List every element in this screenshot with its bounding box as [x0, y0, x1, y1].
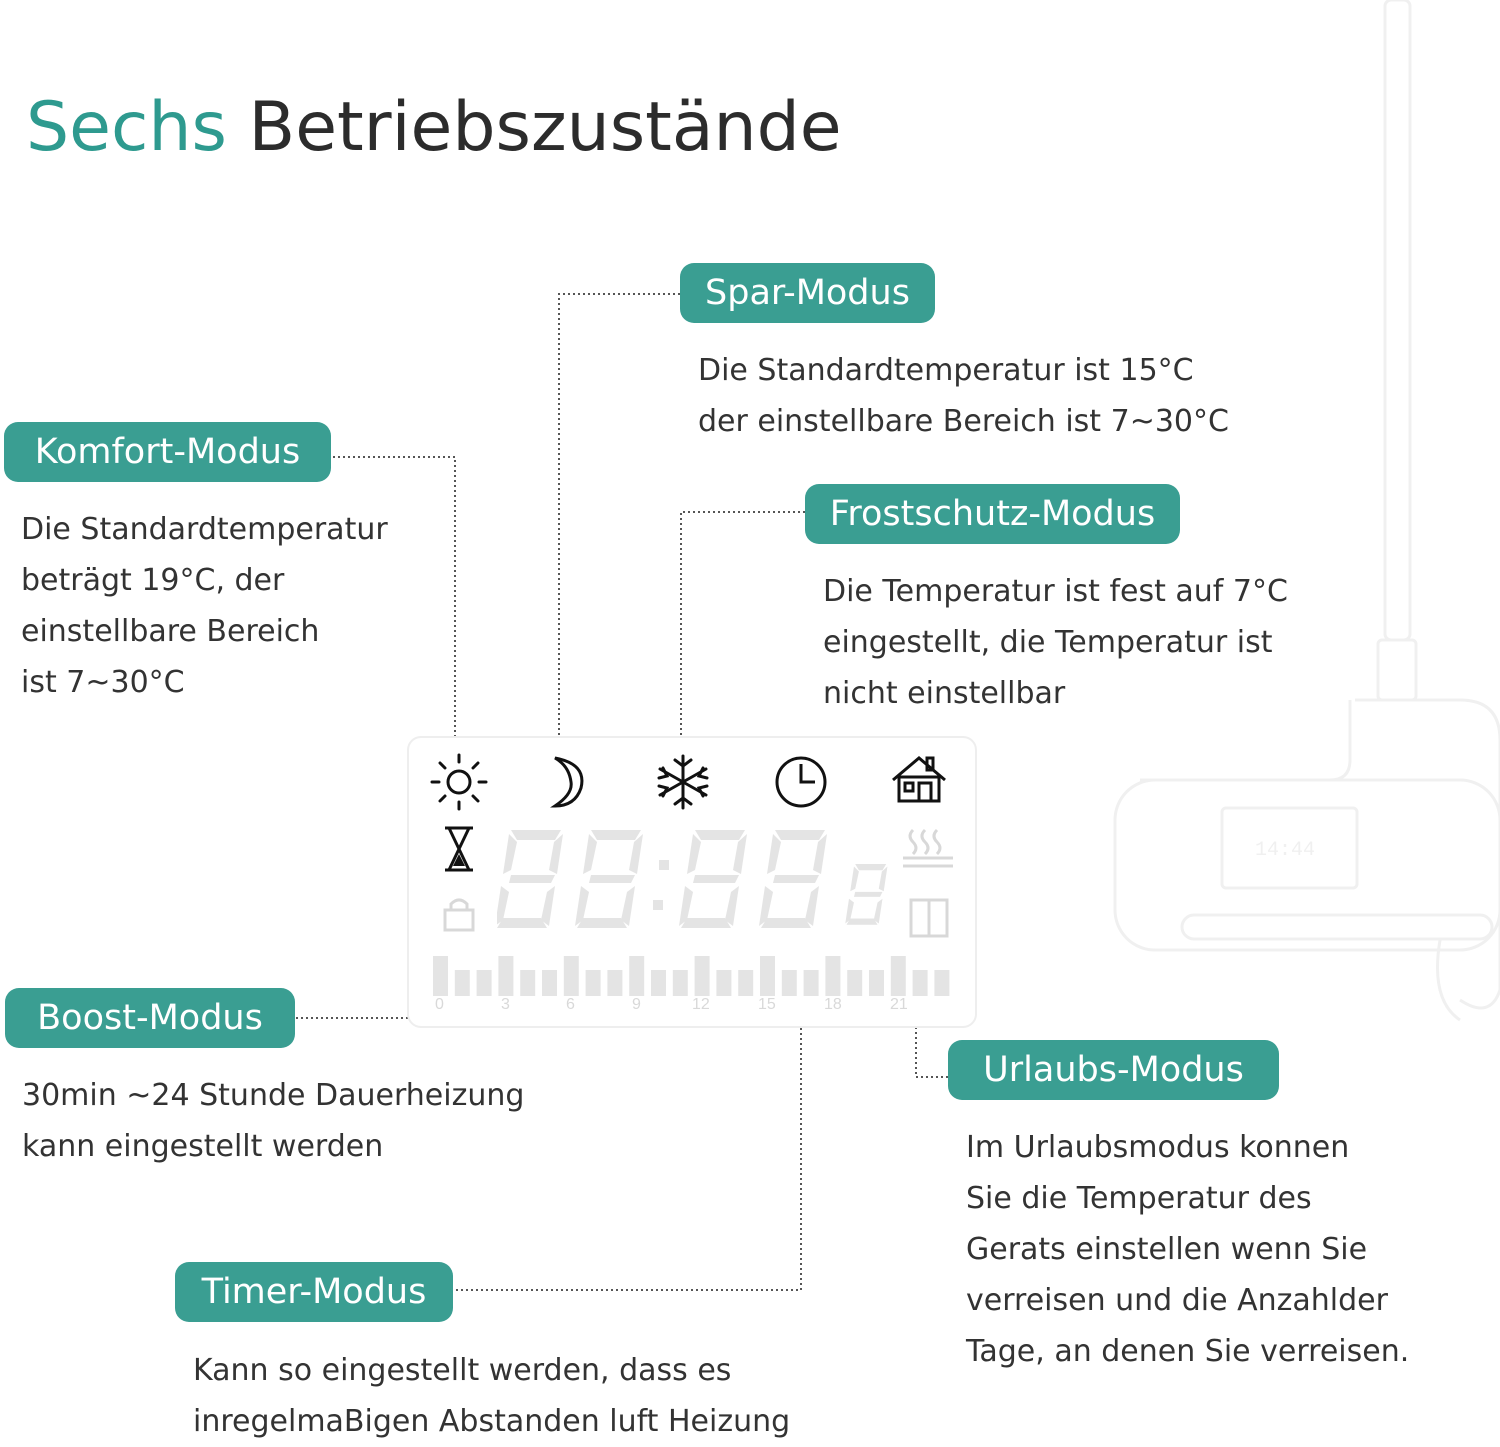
komfort-line-4: ist 7~30°C: [21, 665, 185, 700]
hour-label-6: 6: [566, 996, 575, 1013]
hour-label-18: 18: [824, 996, 842, 1013]
hour-label-0: 0: [435, 996, 444, 1013]
hour-bar: [586, 970, 601, 996]
hour-bar: [542, 970, 557, 996]
hour-bar-scale: [431, 952, 961, 998]
hour-bar: [520, 970, 535, 996]
spar-line-2: der einstellbare Bereich ist 7~30°C: [698, 404, 1229, 439]
hour-bar: [433, 956, 448, 996]
hour-bar: [477, 970, 492, 996]
komfort-modus-description: [21, 504, 388, 708]
device-display-text: 14:44: [1255, 839, 1316, 862]
lcd-digits: [497, 830, 917, 940]
hour-bar: [782, 970, 797, 996]
urlaub-line-2: Sie die Temperatur des: [966, 1181, 1312, 1216]
hour-bar: [891, 956, 906, 996]
urlaubs-modus-description: [966, 1122, 1409, 1377]
hour-bar: [716, 970, 731, 996]
urlaub-line-3: Gerats einstellen wenn Sie: [966, 1232, 1368, 1267]
spar-line-1: Die Standardtemperatur ist 15°C: [698, 353, 1194, 388]
hour-label-21: 21: [890, 996, 908, 1013]
hour-bar: [934, 970, 949, 996]
hour-label-15: 15: [758, 996, 776, 1013]
hour-bar: [913, 970, 928, 996]
hour-bar: [564, 956, 579, 996]
snowflake-icon: [653, 752, 713, 812]
timer-modus-description: [193, 1345, 790, 1447]
frost-line-2: eingestellt, die Temperatur ist: [823, 625, 1273, 660]
hour-bar: [825, 956, 840, 996]
komfort-line-1: Die Standardtemperatur: [21, 512, 388, 547]
komfort-line-3: einstellbare Bereich: [21, 614, 320, 649]
hour-label-12: 12: [692, 996, 710, 1013]
spar-modus-description: [698, 345, 1229, 447]
komfort-line-2: beträgt 19°C, der: [21, 563, 285, 598]
hour-bar: [673, 970, 688, 996]
hour-bar: [869, 970, 884, 996]
hour-bar: [498, 956, 513, 996]
hour-bar: [804, 970, 819, 996]
hour-bar: [455, 970, 470, 996]
hour-label-3: 3: [501, 996, 510, 1013]
boost-line-2: kann eingestellt werden: [22, 1129, 384, 1164]
komfort-modus-badge: Komfort-Modus: [4, 422, 331, 482]
hour-bar: [760, 956, 775, 996]
frost-line-1: Die Temperatur ist fest auf 7°C: [823, 574, 1288, 609]
frost-line-3: nicht einstellbar: [823, 676, 1066, 711]
hour-bar: [629, 956, 644, 996]
sun-icon: [429, 752, 489, 812]
house-icon: [889, 750, 949, 810]
title-rest: Betriebszustände: [226, 88, 842, 167]
hour-label-9: 9: [632, 996, 641, 1013]
hour-bar: [738, 970, 753, 996]
timer-modus-badge: Timer-Modus: [175, 1262, 453, 1322]
hourglass-icon: [439, 824, 479, 874]
clock-icon: [771, 752, 831, 812]
urlaubs-modus-badge: Urlaubs-Modus: [948, 1040, 1279, 1100]
timer-line-2: inregelmaBigen Abstanden luft Heizung: [193, 1404, 791, 1439]
urlaub-line-4: verreisen und die Anzahlder: [966, 1283, 1388, 1318]
urlaub-line-5: Tage, an denen Sie verreisen.: [966, 1334, 1410, 1369]
hour-bar: [651, 970, 666, 996]
hour-bar: [695, 956, 710, 996]
frostschutz-modus-description: [823, 566, 1288, 719]
boost-line-1: 30min ~24 Stunde Dauerheizung: [22, 1078, 525, 1113]
hour-bar: [847, 970, 862, 996]
lock-icon: [441, 894, 477, 934]
lcd-display: [407, 736, 977, 1028]
boost-modus-badge: Boost-Modus: [5, 988, 295, 1048]
timer-line-1: Kann so eingestellt werden, dass es: [193, 1353, 732, 1388]
hour-bar: [607, 970, 622, 996]
spar-modus-badge: Spar-Modus: [680, 263, 935, 323]
title-accent: Sechs: [26, 88, 227, 167]
boost-modus-description: [22, 1070, 524, 1172]
frostschutz-modus-badge: Frostschutz-Modus: [805, 484, 1180, 544]
moon-icon: [541, 754, 591, 810]
urlaub-line-1: Im Urlaubsmodus konnen: [966, 1130, 1350, 1165]
